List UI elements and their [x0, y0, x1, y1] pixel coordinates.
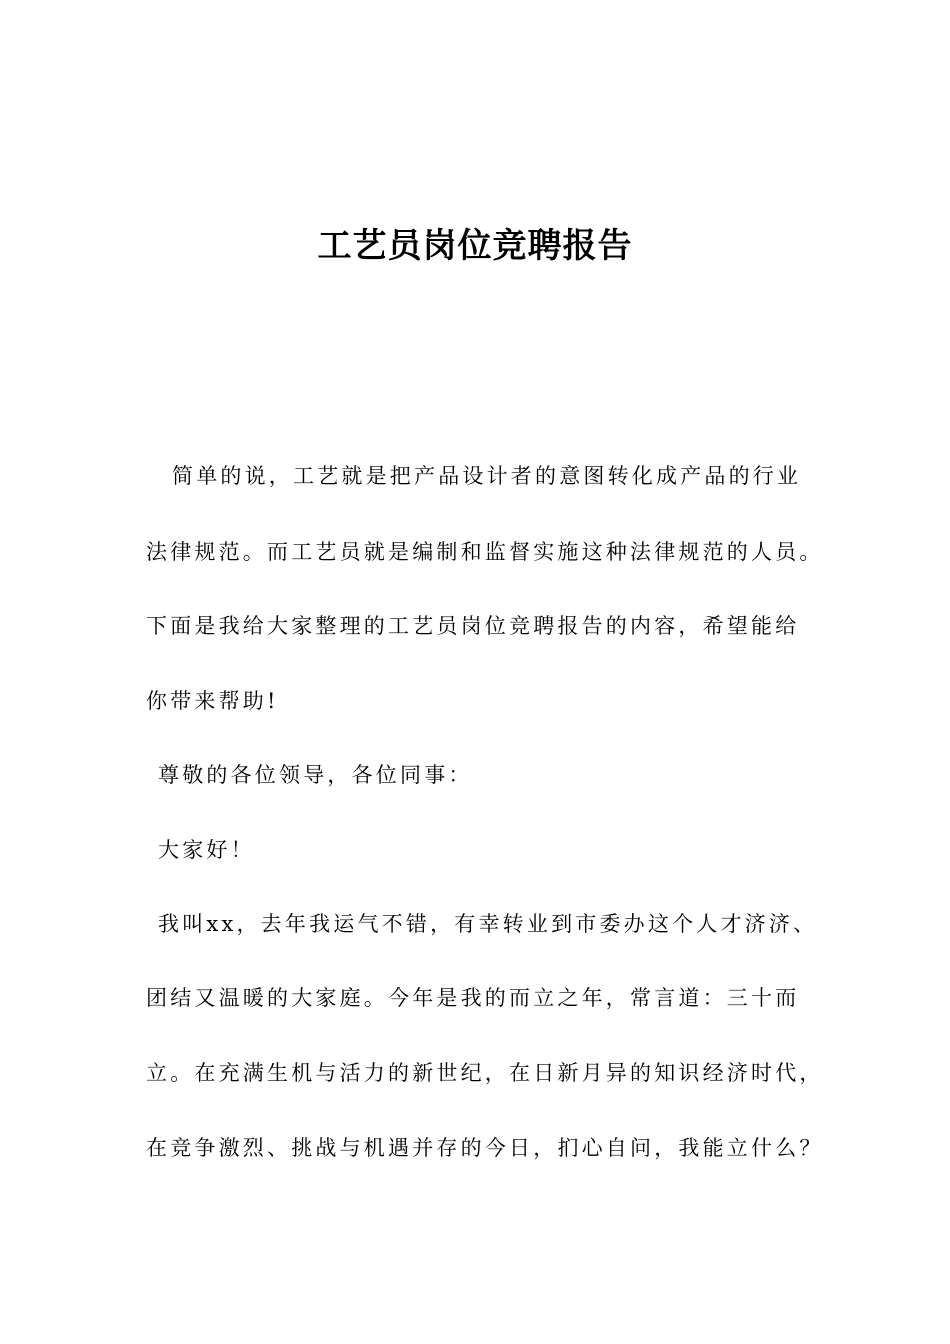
greeting: 大家好！: [158, 838, 255, 862]
salutation: 尊敬的各位领导，各位同事：: [158, 763, 473, 787]
document-title: 工艺员岗位竞聘报告: [317, 226, 633, 266]
body-line-1: 我叫xx，去年我运气不错，有幸转业到市委办这个人才济济、: [158, 912, 818, 936]
body-line-2: 团结又温暖的大家庭。今年是我的而立之年，常言道：三十而: [146, 986, 800, 1010]
intro-line-2: 法律规范。而工艺员就是编制和监督实施这种法律规范的人员。: [146, 540, 824, 564]
intro-line-1: 简单的说，工艺就是把产品设计者的意图转化成产品的行业: [172, 464, 802, 488]
body-line-3: 立。在充满生机与活力的新世纪，在日新月异的知识经济时代，: [146, 1061, 824, 1085]
intro-line-3: 下面是我给大家整理的工艺员岗位竞聘报告的内容，希望能给: [146, 614, 800, 638]
body-line-4: 在竞争激烈、挑战与机遇并存的今日，扪心自问，我能立什么？: [146, 1136, 824, 1160]
intro-line-4: 你带来帮助!: [146, 689, 279, 713]
